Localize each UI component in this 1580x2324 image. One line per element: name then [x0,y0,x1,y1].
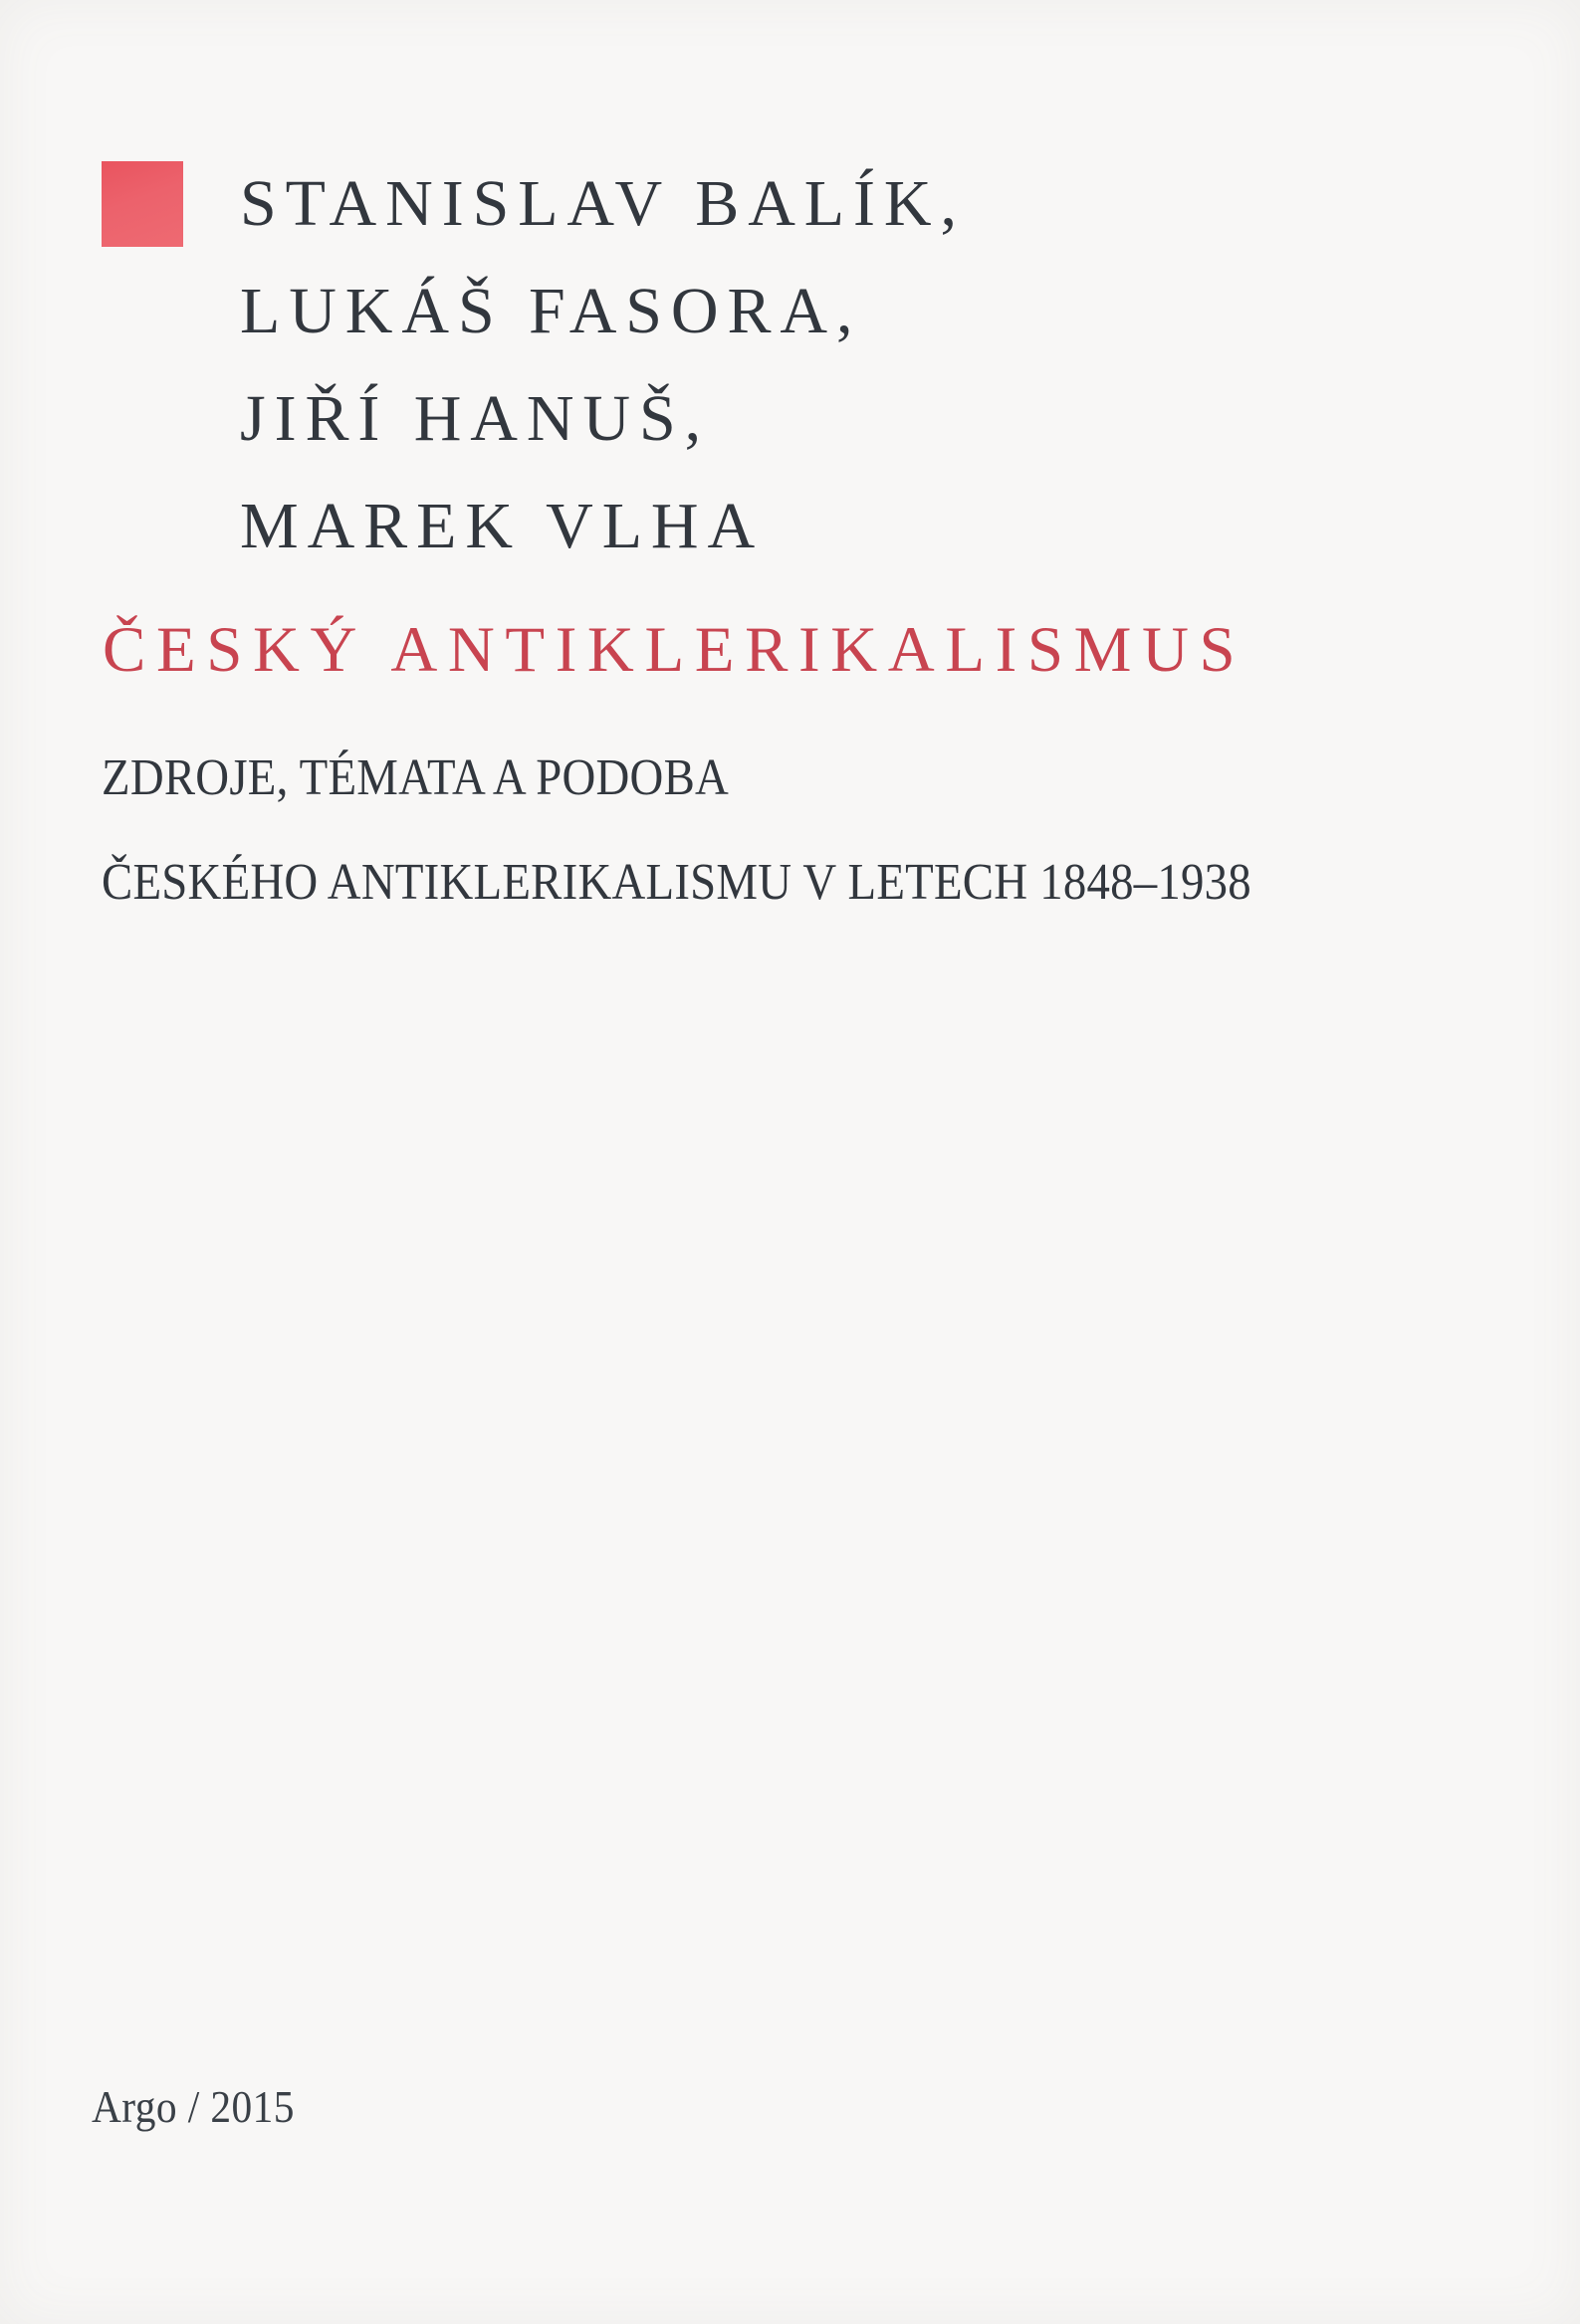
subtitle-line-1: ZDROJE, TÉMATA A PODOBA [102,749,730,806]
publisher-imprint: Argo / 2015 [92,2081,295,2132]
author-name: JIŘÍ HANUŠ, [240,382,711,455]
author-name: LUKÁŠ FASORA, [240,275,862,347]
book-title: ČESKÝ ANTIKLERIKALISMUS [103,614,1246,686]
author-name: STANISLAV BALÍK, [240,167,966,240]
author-name: MAREK VLHA [240,490,765,562]
subtitle-line-2: ČESKÉHO ANTIKLERIKALISMU V LETECH 1848–1938 [102,854,1251,911]
accent-square [102,161,183,247]
author-list [240,150,966,580]
